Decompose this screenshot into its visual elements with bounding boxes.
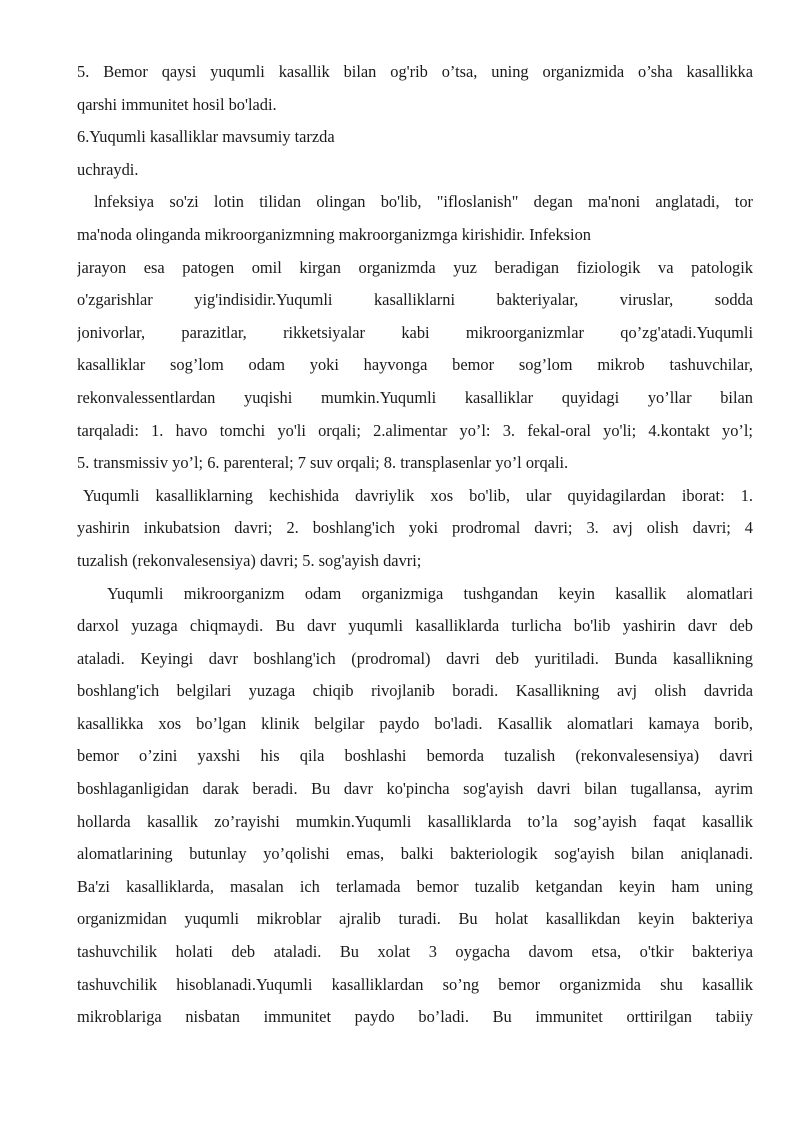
text-line: ataladi. Keyingi davr boshlang'ich (prodromal) davri deb yuritiladi. Bunda kasallikning — [77, 648, 753, 668]
text-line: organizmidan yuqumli mikroblar ajralib turadi. Bu holat kasallikdan keyin bakteriya — [77, 909, 753, 929]
text-line: kasalliklar sog’lom odam yoki hayvonga bemor sog’lom mikrob tashuvchilar, — [77, 355, 753, 375]
text-line: Yuqumli mikroorganizm odam organizmiga tushgandan keyin kasallik alomatlari — [107, 583, 753, 603]
text-line: qarshi immunitet hosil bo'ladi. — [77, 94, 277, 114]
text-line: 6.Yuqumli kasalliklar mavsumiy tarzda — [77, 127, 335, 147]
text-line: yashirin inkubatsion davri; 2. boshlang'ich yoki prodromal davri; 3. avj olish davri; 4 — [77, 518, 753, 538]
text-line: darxol yuzaga chiqmaydi. Bu davr yuqumli kasalliklarda turlicha bo'lib yashirin davr deb — [77, 616, 753, 636]
text-line: jarayon esa patogen omil kirgan organizmda yuz beradigan fiziologik va patologik — [77, 257, 753, 277]
text-line: tuzalish (rekonvalesensiya) davri; 5. sog'ayish davri; — [77, 550, 422, 570]
text-line: rekonvalessentlardan yuqishi mumkin.Yuqumli kasalliklar quyidagi yo’llar bilan — [77, 387, 753, 407]
text-line: tashuvchilik holati deb ataladi. Bu xolat 3 oygacha davom etsa, o'tkir bakteriya — [77, 942, 753, 962]
text-line: jonivorlar, parazitlar, rikketsiyalar kabi mikroorganizmlar qo’zg'atadi.Yuqumli — [77, 322, 753, 342]
text-line: Yuqumli kasalliklarning kechishida davriylik xos bo'lib, ular quyidagilardan iborat: 1. — [83, 485, 753, 505]
text-line: kasallikka xos bo’lgan klinik belgilar paydo bo'ladi. Kasallik alomatlari kamaya borib, — [77, 713, 753, 733]
document-page — [77, 56, 753, 1034]
text-line: hollarda kasallik zo’rayishi mumkin.Yuqumli kasalliklarda to’la sog’ayish faqat kasallik — [77, 811, 753, 831]
text-line: 5. transmissiv yo’l; 6. parenteral; 7 suv orqali; 8. transplasenlar yo’l orqali. — [77, 453, 569, 473]
text-line: o'zgarishlar yig'indisidir.Yuqumli kasalliklarni bakteriyalar, viruslar, sodda — [77, 290, 753, 310]
text-line: boshlang'ich belgilari yuzaga chiqib rivojlanib boradi. Kasallikning avj olish davrida — [77, 681, 753, 701]
text-line: uchraydi. — [77, 159, 139, 179]
text-line: Ba'zi kasalliklarda, masalan ich terlamada bemor tuzalib ketgandan keyin ham uning — [77, 876, 753, 896]
text-line: tarqaladi: 1. havo tomchi yo'li orqali; 2.alimentar yo’l: 3. fekal-oral yo'li; 4.kontakt yo’l; — [77, 420, 753, 440]
text-line: ma'noda olinganda mikroorganizmning makroorganizmga kirishidir. Infeksion — [77, 224, 591, 244]
text-line: mikroblariga nisbatan immunitet paydo bo’ladi. Bu immunitet orttirilgan tabiiy — [77, 1007, 753, 1027]
text-line: 5. Bemor qaysi yuqumli kasallik bilan og'rib o’tsa, uning organizmida o’sha kasallikka — [77, 62, 753, 81]
text-line: bemor o’zini yaxshi his qila boshlashi bemorda tuzalish (rekonvalesensiya) davri — [77, 746, 753, 766]
text-line: lnfeksiya so'zi lotin tilidan olingan bo'lib, "ifloslanish" degan ma'noni anglatadi, tor — [94, 192, 753, 212]
text-line: tashuvchilik hisoblanadi.Yuqumli kasalliklardan so’ng bemor organizmida shu kasallik — [77, 974, 753, 994]
text-line: alomatlarining butunlay yo’qolishi emas, balki bakteriologik sog'ayish bilan aniqlanadi. — [77, 844, 753, 864]
text-line: boshlaganligidan darak beradi. Bu davr ko'pincha sog'ayish davri bilan tugallansa, ayrim — [77, 779, 753, 799]
